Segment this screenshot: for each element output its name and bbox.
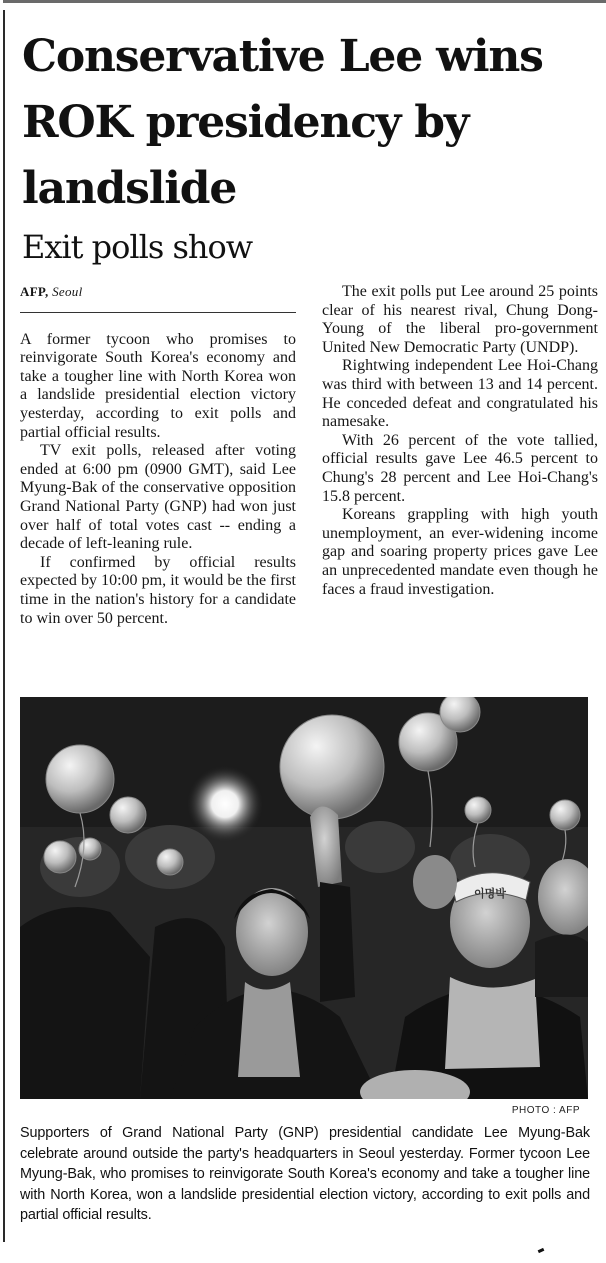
balloon: [440, 697, 480, 732]
balloon: [46, 745, 114, 813]
article-paragraph: If confirmed by official results expected by 10:00 pm, it would be the first time in the nation's history for a candidate to win over 50 percent.: [20, 553, 296, 627]
photo-caption: Supporters of Grand National Party (GNP) presidential candidate Lee Myung-Bak celebrate around outside the party's headquarters in Seoul yesterday. Former tycoon Lee Myung-Bak, who promises to reinvigorate South Korea's economy and take a tougher line with North Korea, won a landslide presidential election victory, according to exit polls and partial official results.: [20, 1125, 590, 1223]
balloon: [44, 841, 76, 873]
balloon: [280, 715, 384, 819]
photo-credit: PHOTO : AFP: [511, 1105, 580, 1116]
balloon: [465, 797, 491, 823]
article-subheadline: Exit polls show: [22, 228, 253, 266]
headband-text: 이명박: [474, 887, 506, 900]
article-headline: Conservative Lee wins ROK presidency by landslide: [22, 31, 543, 214]
print-speck: [538, 1248, 545, 1253]
celebration-photo-illustration: [20, 697, 588, 1099]
balloon: [550, 800, 580, 830]
balloon: [110, 797, 146, 833]
article-paragraph: A former tycoon who promises to reinvigorate South Korea's economy and take a tougher line with North Korea won a landslide presidential election victory yesterday, according to exit polls and partial official results.: [20, 330, 296, 441]
article-column-right: [322, 283, 598, 599]
balloon: [157, 849, 183, 875]
article-paragraph: With 26 percent of the vote tallied, official results gave Lee 46.5 percent to Chung's 28 percent and Lee Hoi-Chang's 15.8 percent.: [322, 431, 598, 505]
article-paragraph: Rightwing independent Lee Hoi-Chang was third with between 13 and 14 percent. He conceded defeat and congratulated his namesake.: [322, 357, 598, 431]
news-photo: [20, 697, 588, 1099]
page-edge-left: [3, 10, 5, 1242]
article-column-left: [20, 283, 296, 628]
byline-agency: AFP: [20, 284, 45, 299]
article-paragraph: The exit polls put Lee around 25 points clear of his nearest rival, Chung Dong-Young of the liberal pro-government United New Democratic Party (UNDP).: [322, 283, 598, 356]
page-edge-top: [3, 0, 606, 3]
byline-city: Seoul: [52, 284, 83, 299]
supporter-man-middle: [413, 855, 457, 909]
dateline: AFP, Seoul: [20, 283, 296, 313]
article-paragraph: TV exit polls, released after voting ended at 6:00 pm (0900 GMT), said Lee Myung-Bak of the conservative opposition Grand National Party (GNP) had won just over half of total votes cast -- ending a decade of left-leaning rule.: [20, 442, 296, 553]
article-paragraph: Koreans grappling with high youth unemployment, an ever-widening income gap and soaring property prices gave Lee an unprecedented mandate even though he faces a fraud investigation.: [322, 506, 598, 598]
